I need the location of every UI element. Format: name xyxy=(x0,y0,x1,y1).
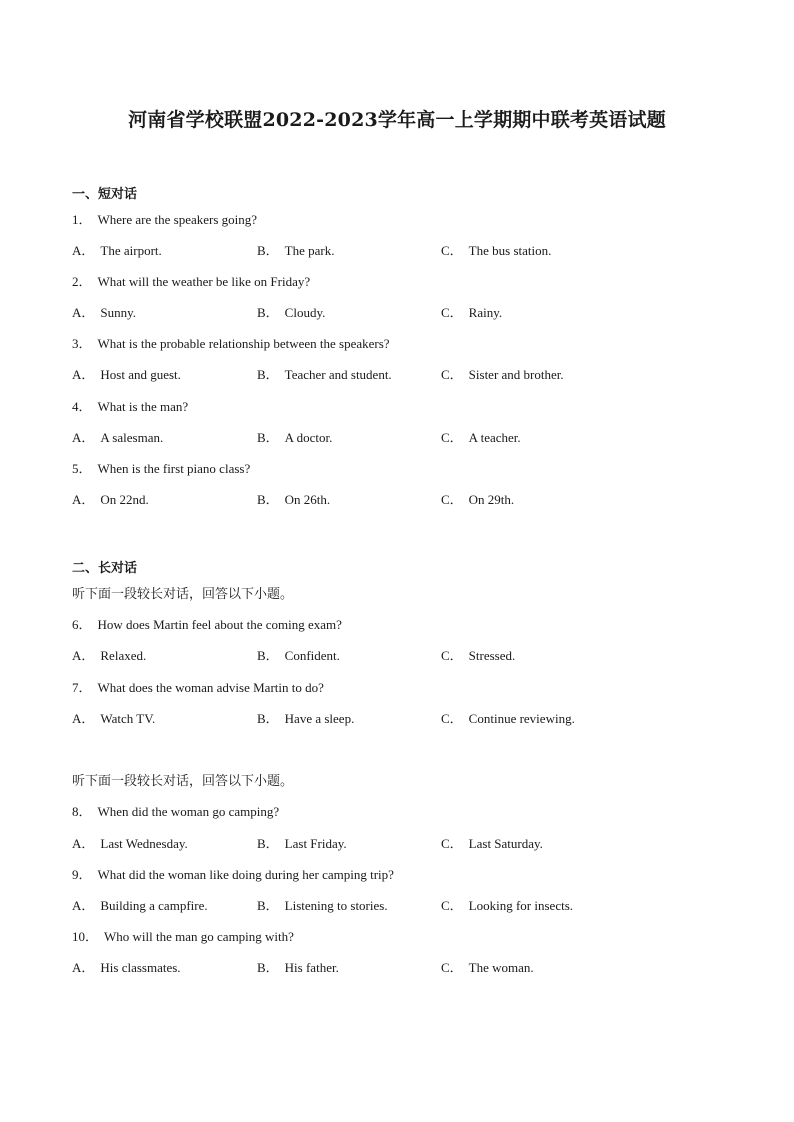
option-text: A doctor. xyxy=(284,430,333,445)
option-text: Stressed. xyxy=(468,648,516,663)
question-number: 1． xyxy=(72,212,92,227)
option-letter: A． xyxy=(72,960,95,975)
option-text: Building a campfire. xyxy=(100,898,208,913)
question-text: What is the man? xyxy=(97,399,189,414)
page-title: 河南省学校联盟2022-2023学年高一上学期期中联考英语试题 xyxy=(128,109,666,131)
question-7 xyxy=(72,677,324,696)
question-text: When is the first piano class? xyxy=(97,461,251,476)
instruction-text: 听下面一段较长对话，回答以下小题。 xyxy=(72,587,294,602)
options-2 xyxy=(72,302,732,320)
option-letter: C． xyxy=(441,492,463,507)
option-letter: B． xyxy=(257,305,279,320)
options-4 xyxy=(72,427,732,445)
option-b xyxy=(257,364,392,383)
option-text: A teacher. xyxy=(468,430,521,445)
option-a xyxy=(72,302,136,321)
section-heading-long-dialogues: 二、长对话 xyxy=(72,561,138,576)
option-b xyxy=(257,833,347,852)
question-number: 10． xyxy=(72,929,99,944)
question-2 xyxy=(72,271,310,290)
option-text: Host and guest. xyxy=(100,367,181,382)
question-3 xyxy=(72,333,390,352)
option-letter: C． xyxy=(441,898,463,913)
option-letter: A． xyxy=(72,836,95,851)
option-letter: C． xyxy=(441,711,463,726)
option-text: A salesman. xyxy=(100,430,164,445)
question-10 xyxy=(72,926,294,945)
option-letter: B． xyxy=(257,960,279,975)
option-c xyxy=(441,302,502,321)
option-letter: B． xyxy=(257,430,279,445)
option-text: His classmates. xyxy=(100,960,181,975)
option-text: On 26th. xyxy=(284,492,331,507)
option-text: The airport. xyxy=(100,243,162,258)
option-text: Continue reviewing. xyxy=(468,711,575,726)
option-letter: A． xyxy=(72,898,95,913)
option-text: Cloudy. xyxy=(284,305,326,320)
option-text: His father. xyxy=(284,960,339,975)
option-letter: B． xyxy=(257,648,279,663)
option-text: Have a sleep. xyxy=(284,711,355,726)
option-a xyxy=(72,833,188,852)
options-6 xyxy=(72,645,732,663)
options-9 xyxy=(72,895,732,913)
option-letter: C． xyxy=(441,836,463,851)
options-3 xyxy=(72,364,732,382)
question-8 xyxy=(72,801,279,820)
question-text: Where are the speakers going? xyxy=(97,212,258,227)
option-b xyxy=(257,240,334,259)
question-text: What did the woman like doing during her camping trip? xyxy=(97,867,394,882)
option-b xyxy=(257,895,388,914)
option-letter: A． xyxy=(72,711,95,726)
option-c xyxy=(441,895,573,914)
option-text: On 29th. xyxy=(468,492,515,507)
option-a xyxy=(72,645,146,664)
option-text: The woman. xyxy=(468,960,534,975)
option-c xyxy=(441,833,543,852)
options-1 xyxy=(72,240,732,258)
question-number: 7． xyxy=(72,680,92,695)
question-6 xyxy=(72,614,342,633)
option-text: Last Saturday. xyxy=(468,836,543,851)
option-letter: A． xyxy=(72,430,95,445)
option-text: Sunny. xyxy=(100,305,137,320)
option-text: Last Friday. xyxy=(284,836,347,851)
question-1 xyxy=(72,209,257,228)
question-number: 8． xyxy=(72,804,92,819)
option-a xyxy=(72,427,163,446)
option-b xyxy=(257,427,332,446)
question-5 xyxy=(72,458,250,477)
option-c xyxy=(441,489,514,508)
option-letter: B． xyxy=(257,836,279,851)
question-text: When did the woman go camping? xyxy=(97,804,280,819)
option-c xyxy=(441,957,534,976)
option-letter: C． xyxy=(441,243,463,258)
option-letter: C． xyxy=(441,648,463,663)
question-number: 4． xyxy=(72,399,92,414)
question-number: 2． xyxy=(72,274,92,289)
option-c xyxy=(441,240,551,259)
option-c xyxy=(441,645,515,664)
question-text: How does Martin feel about the coming exam? xyxy=(97,617,342,632)
question-4 xyxy=(72,396,188,415)
option-a xyxy=(72,895,208,914)
option-letter: B． xyxy=(257,898,279,913)
options-5 xyxy=(72,489,732,507)
question-text: What is the probable relationship between the speakers? xyxy=(97,336,390,351)
options-8 xyxy=(72,833,732,851)
question-text: What does the woman advise Martin to do? xyxy=(97,680,324,695)
option-letter: B． xyxy=(257,243,279,258)
option-text: Rainy. xyxy=(468,305,503,320)
question-9 xyxy=(72,864,394,883)
options-10 xyxy=(72,957,732,975)
option-letter: A． xyxy=(72,492,95,507)
section-heading-short-dialogues: 一、短对话 xyxy=(72,187,138,202)
option-a xyxy=(72,708,155,727)
option-letter: B． xyxy=(257,711,279,726)
option-text: Confident. xyxy=(284,648,340,663)
option-text: Listening to stories. xyxy=(284,898,388,913)
option-a xyxy=(72,240,162,259)
option-text: Last Wednesday. xyxy=(100,836,188,851)
option-a xyxy=(72,364,181,383)
option-letter: A． xyxy=(72,243,95,258)
option-letter: C． xyxy=(441,367,463,382)
question-number: 5． xyxy=(72,461,92,476)
option-text: Watch TV. xyxy=(100,711,156,726)
option-letter: C． xyxy=(441,305,463,320)
option-letter: B． xyxy=(257,492,279,507)
option-c xyxy=(441,708,575,727)
option-b xyxy=(257,489,330,508)
option-a xyxy=(72,489,149,508)
option-c xyxy=(441,427,521,446)
option-text: On 22nd. xyxy=(100,492,149,507)
question-text: What will the weather be like on Friday? xyxy=(97,274,311,289)
option-letter: A． xyxy=(72,367,95,382)
option-text: The park. xyxy=(284,243,335,258)
option-letter: C． xyxy=(441,960,463,975)
option-text: Teacher and student. xyxy=(284,367,392,382)
option-b xyxy=(257,957,339,976)
option-text: Sister and brother. xyxy=(468,367,564,382)
option-letter: A． xyxy=(72,305,95,320)
question-text: Who will the man go camping with? xyxy=(104,929,294,944)
option-letter: A． xyxy=(72,648,95,663)
question-number: 9． xyxy=(72,867,92,882)
instruction-text: 听下面一段较长对话，回答以下小题。 xyxy=(72,774,294,789)
question-number: 6． xyxy=(72,617,92,632)
option-letter: C． xyxy=(441,430,463,445)
option-a xyxy=(72,957,181,976)
option-letter: B． xyxy=(257,367,279,382)
option-text: Looking for insects. xyxy=(468,898,574,913)
option-b xyxy=(257,645,340,664)
option-text: Relaxed. xyxy=(100,648,147,663)
question-number: 3． xyxy=(72,336,92,351)
options-7 xyxy=(72,708,732,726)
option-text: The bus station. xyxy=(468,243,552,258)
option-c xyxy=(441,364,564,383)
option-b xyxy=(257,302,325,321)
option-b xyxy=(257,708,354,727)
